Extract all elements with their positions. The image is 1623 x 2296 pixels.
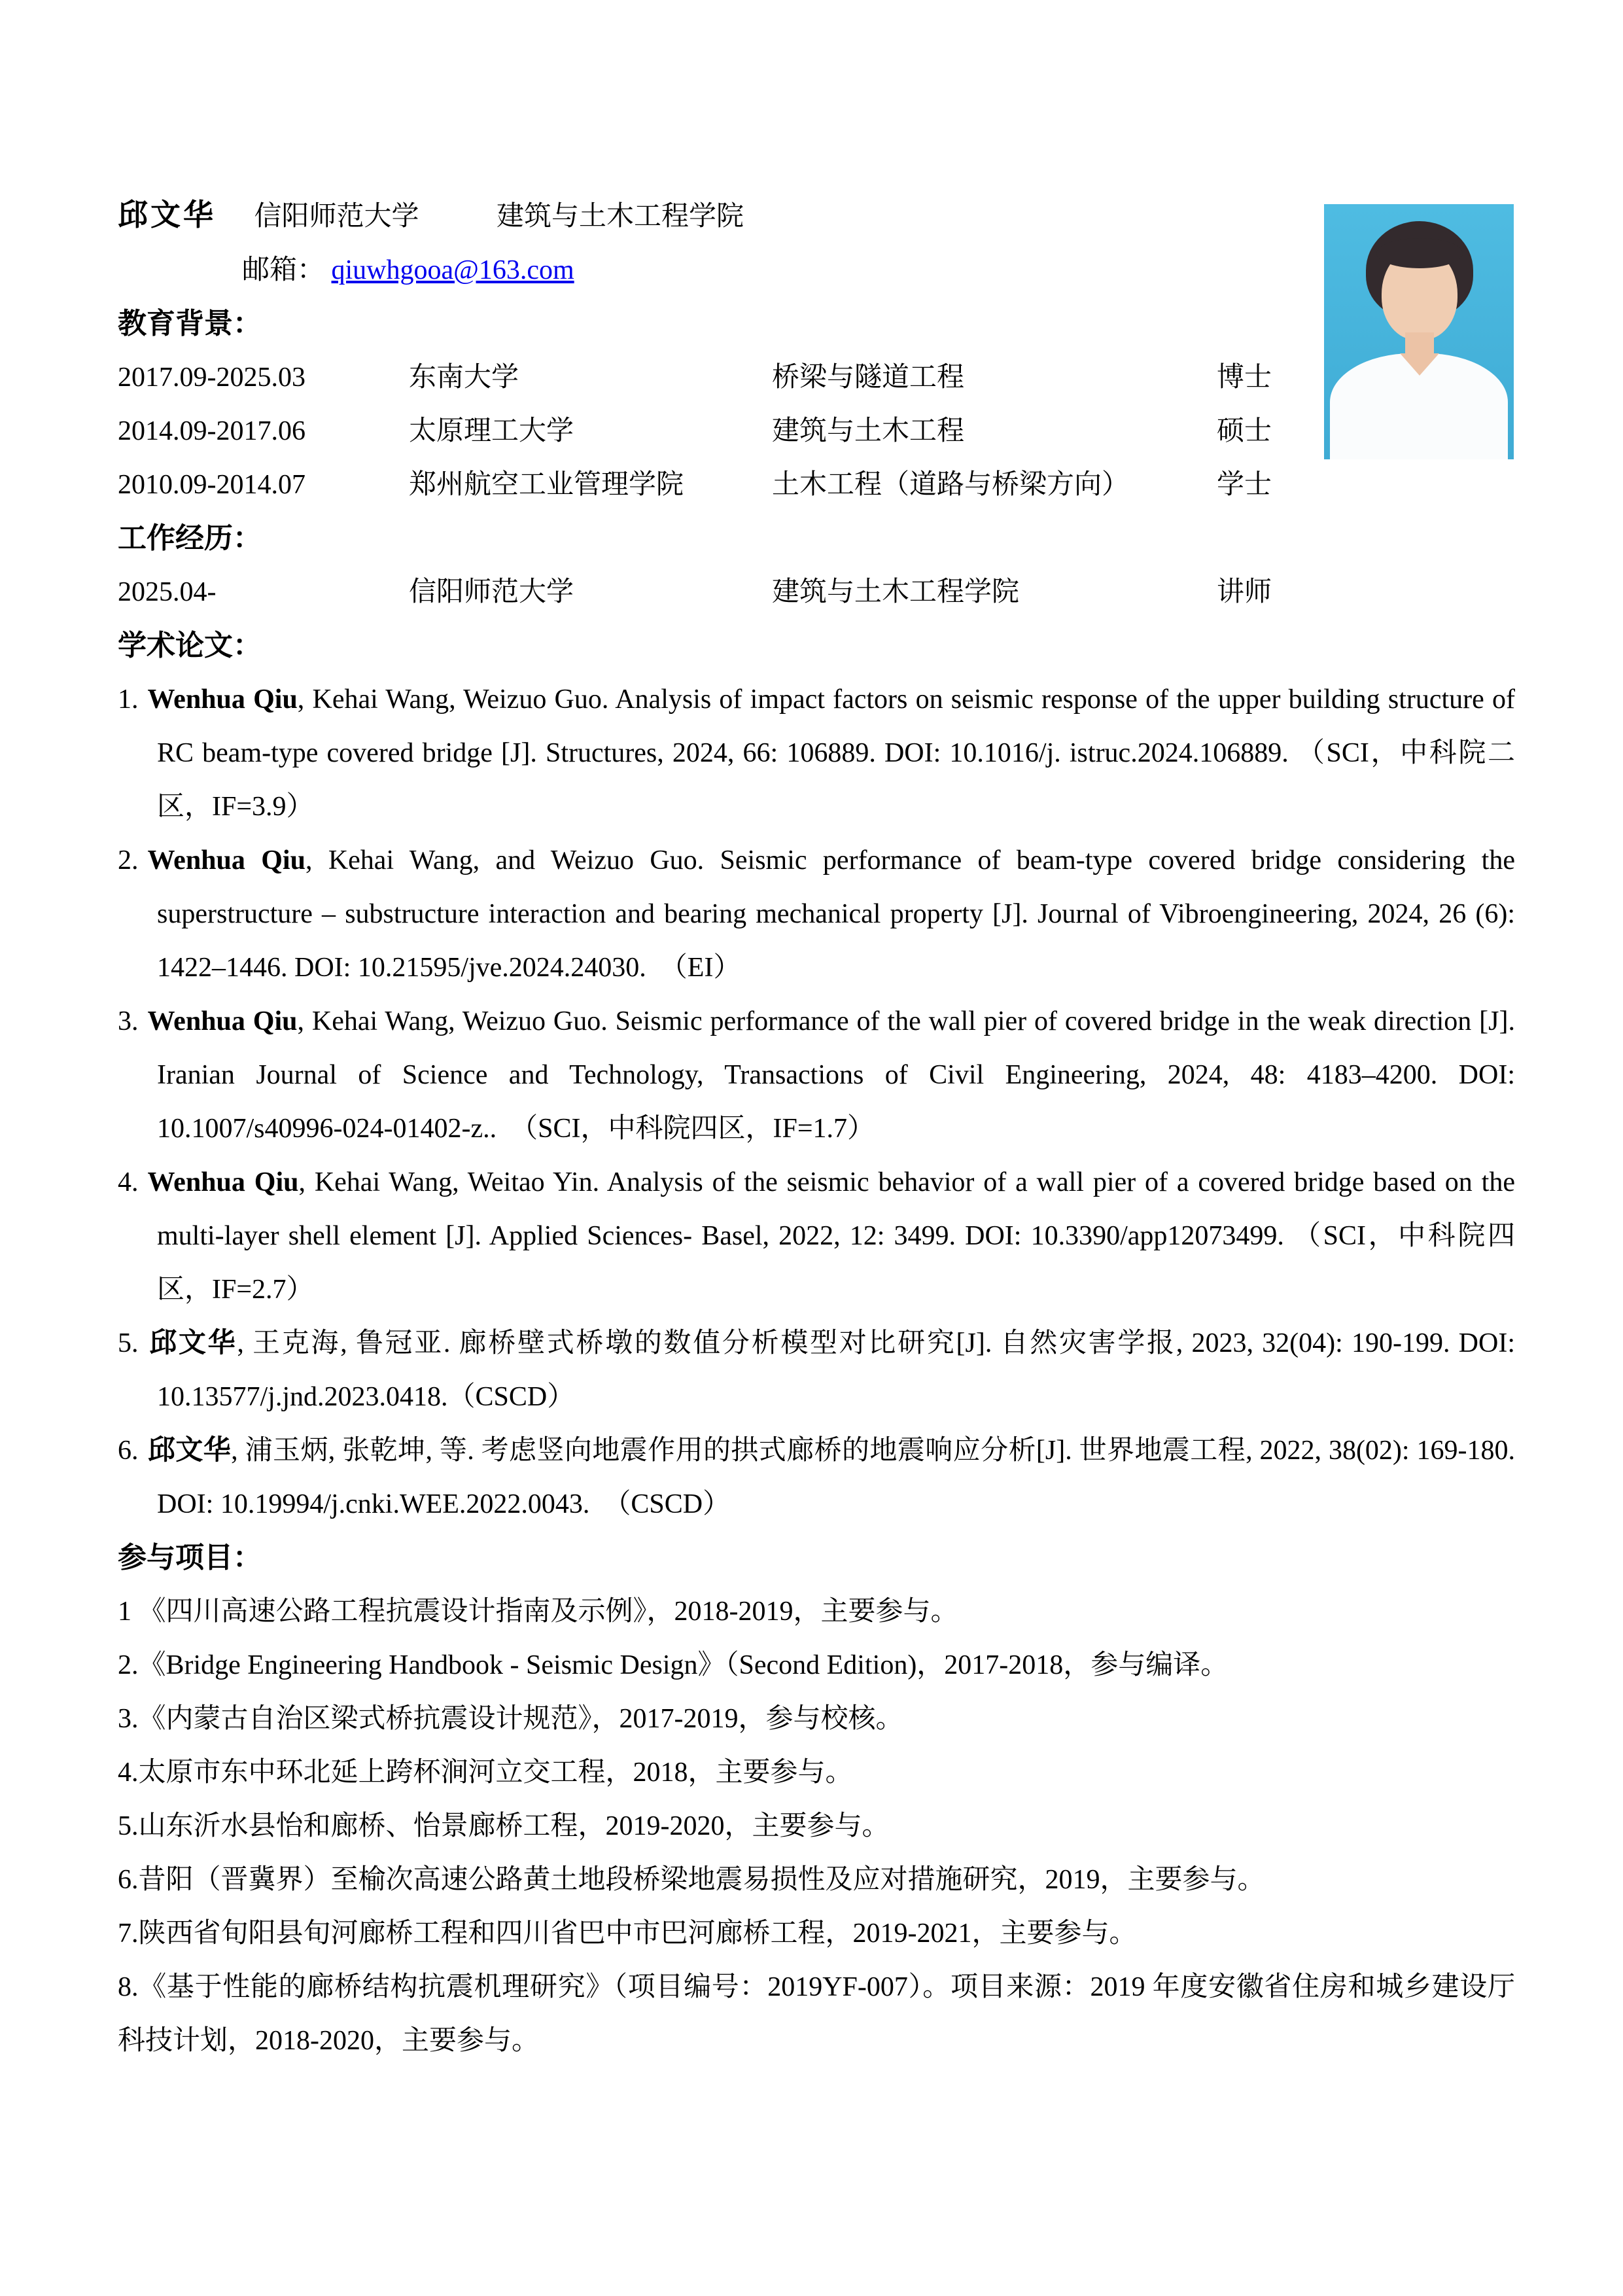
project-item: 4.太原市东中环北延上跨杯涧河立交工程，2018，主要参与。 (118, 1757, 853, 1788)
project-item: 8.《基于性能的廊桥结构抗震机理研究》（项目编号：2019YF-007）。项目来源：2019 年度安徽省住房和城乡建设厅科技计划，2018-2020，主要参与。 (118, 1972, 1515, 2056)
education-school: 太原理工大学 (409, 416, 574, 446)
project-item: 3.《内蒙古自治区梁式桥抗震设计规范》，2017-2019，参与校核。 (118, 1704, 903, 1734)
education-row (118, 404, 1515, 458)
publication-first-author: 邱文华 (147, 1436, 232, 1466)
publication-first-author: Wenhua Qiu (147, 845, 305, 875)
section-education-title: 教育背景： (118, 308, 262, 340)
publication-number: 3. (118, 1006, 139, 1036)
section-publications-title: 学术论文： (118, 629, 262, 662)
publication-text: , Kehai Wang, and Weizuo Guo. Seismic performance of beam-type covered bridge considering the superstructure – substructure interaction and bearing mechanical property [J]. Journal of Vibroengineering, 2024, 26 (6): 1422–1446. DOI: 10.21595/jve.2024.24030. （EI） (157, 845, 1515, 983)
university-name: 信阳师范大学 (254, 202, 419, 232)
publication-item (118, 1316, 1515, 1424)
education-degree: 博士 (1217, 362, 1272, 393)
publication-number: 2. (118, 845, 139, 875)
section-work-title: 工作经历： (118, 522, 262, 554)
publication-first-author: 邱文华 (147, 1328, 237, 1358)
project-item: 6.昔阳（晋冀界）至榆次高速公路黄土地段桥梁地震易损性及应对措施研究，2019，主要参与。 (118, 1865, 1265, 1895)
education-degree: 硕士 (1217, 416, 1272, 446)
publication-first-author: Wenhua Qiu (147, 1167, 299, 1197)
email-line (118, 243, 1515, 297)
education-degree: 学士 (1217, 470, 1272, 500)
publication-text: , 浦玉炳, 张乾坤, 等. 考虑竖向地震作用的拱式廊桥的地震响应分析[J]. 世界地震工程, 2022, 38(02): 169-180. DOI: 10.19994/j.cnki.WEE.2022.0043. （CSCD） (157, 1436, 1515, 1519)
project-item: 2.《Bridge Engineering Handbook - Seismic Design》（Second Edition)，2017-2018，参与编译。 (118, 1650, 1229, 1680)
education-major: 建筑与土木工程 (772, 416, 965, 446)
publication-text: , Kehai Wang, Weizuo Guo. Analysis of impact factors on seismic response of the upper building structure of RC beam-type covered bridge [J]. Structures, 2024, 66: 106889. DOI: 10.1016/j. istruc.2024.106889. （SCI，中科院二区，IF=3.9） (157, 684, 1515, 822)
project-item: 1 《四川高速公路工程抗震设计指南及示例》，2018-2019，主要参与。 (118, 1597, 958, 1627)
work-position: 讲师 (1217, 577, 1272, 607)
education-major: 土木工程（道路与桥梁方向） (772, 470, 1130, 500)
person-name: 邱文华 (118, 198, 216, 232)
education-school: 郑州航空工业管理学院 (409, 470, 684, 500)
publication-item (118, 1156, 1515, 1316)
publication-first-author: Wenhua Qiu (147, 1006, 298, 1036)
education-period: 2010.09-2014.07 (118, 470, 305, 500)
education-period: 2014.09-2017.06 (118, 416, 305, 446)
publication-item (118, 834, 1515, 995)
work-department: 建筑与土木工程学院 (772, 577, 1020, 607)
education-school: 东南大学 (409, 362, 519, 393)
education-row (118, 351, 1515, 404)
publication-item (118, 673, 1515, 834)
header-line (118, 188, 1515, 243)
publication-item (118, 1424, 1515, 1531)
project-item: 5.山东沂水县怡和廊桥、怡景廊桥工程，2019-2020，主要参与。 (118, 1811, 890, 1841)
publication-text: , Kehai Wang, Weitao Yin. Analysis of the seismic behavior of a wall pier of a covered bridge based on the multi-layer shell element [J]. Applied Sciences- Basel, 2022, 12: 3499. DOI: 10.3390/app12073499. （SCI，中科院四区，IF=2.7） (157, 1167, 1515, 1305)
email-label: 邮箱： (242, 255, 325, 285)
publication-number: 1. (118, 684, 139, 715)
work-period: 2025.04- (118, 577, 217, 607)
college-name: 建筑与土木工程学院 (497, 202, 744, 232)
education-row (118, 458, 1515, 512)
education-major: 桥梁与隧道工程 (772, 362, 965, 393)
education-period: 2017.09-2025.03 (118, 362, 305, 393)
project-item: 7.陕西省旬阳县旬河廊桥工程和四川省巴中市巴河廊桥工程，2019-2021，主要参与。 (118, 1918, 1137, 1949)
email-link[interactable]: qiuwhgooa@163.com (331, 255, 574, 285)
resume-content (118, 188, 1515, 2068)
publication-number: 5. (118, 1328, 139, 1358)
publication-text: , Kehai Wang, Weizuo Guo. Seismic performance of the wall pier of covered bridge in the weak direction [J]. Iranian Journal of Science and Technology, Transactions of Civil Engineering, 2024, 48: 4183–4200. DOI: 10.1007/s40996-024-01402-z.. （SCI，中科院四区，IF=1.7） (157, 1006, 1515, 1144)
publication-number: 4. (118, 1167, 139, 1197)
publication-text: , 王克海, 鲁冠亚. 廊桥壁式桥墩的数值分析模型对比研究[J]. 自然灾害学报, 2023, 32(04): 190-199. DOI: 10.13577/j.jnd.2023.0418.（CSCD） (157, 1328, 1515, 1412)
publication-number: 6. (118, 1436, 139, 1466)
work-row (118, 565, 1515, 619)
publication-item (118, 995, 1515, 1156)
section-projects-title: 参与项目： (118, 1542, 262, 1574)
publication-first-author: Wenhua Qiu (147, 684, 298, 715)
work-school: 信阳师范大学 (409, 577, 574, 607)
